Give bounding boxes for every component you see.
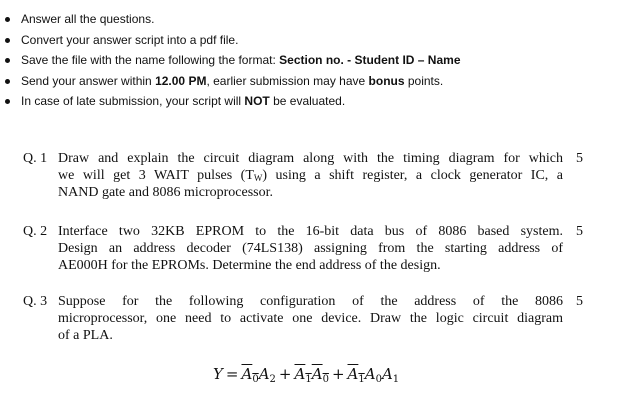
equation-subscript: 1: [392, 374, 400, 385]
bullet-icon: [5, 99, 10, 104]
question-marks: 5: [576, 294, 583, 309]
question-number: Q. 1: [23, 151, 48, 166]
question-line: NAND gate and 8086 microprocessor.: [58, 185, 274, 200]
question-line: [58, 167, 563, 184]
question-line: Draw and explain the circuit diagram along with the timing diagram for which: [58, 151, 563, 166]
question-text: [58, 293, 563, 344]
equation-var: A: [241, 365, 253, 383]
instruction-item: [0, 30, 619, 51]
question-number: Q. 2: [23, 224, 48, 239]
equation-lhs: Y: [213, 365, 223, 383]
instruction-item: [0, 50, 619, 71]
question-marks: 5: [576, 224, 583, 239]
instruction-item: [0, 71, 619, 92]
instruction-fragment: In case of late submission, your script will: [21, 94, 245, 108]
instruction-fragment: Save the file with the name following the format:: [21, 53, 280, 67]
instruction-fragment-bold: Section no. - Student ID – Name: [279, 53, 461, 67]
equation-subscript: 0: [375, 374, 382, 385]
equation-plus: +: [278, 365, 292, 383]
question-line: Suppose for the following configuration of the address of the 8086: [58, 294, 563, 309]
equation-subscript: 1: [305, 374, 312, 385]
question-line: of a PLA.: [58, 328, 113, 343]
question-text: [58, 150, 563, 201]
instruction-fragment: Send your answer within: [21, 73, 156, 88]
question-line-fragment: we will get 3 WAIT pulses (T: [58, 168, 254, 183]
question-number: Q. 3: [23, 294, 48, 309]
bullet-icon: [5, 38, 10, 43]
instruction-text: [21, 71, 443, 91]
equation-var: A: [364, 365, 376, 383]
instruction-fragment: Answer all the questions.: [21, 12, 155, 26]
instruction-fragment-bold: NOT: [244, 94, 270, 108]
equation-subscript: 1: [358, 374, 365, 385]
equation-equals: =: [225, 365, 239, 383]
question-marks: 5: [576, 151, 583, 166]
instruction-fragment: Convert your answer script into a pdf file.: [21, 32, 239, 47]
equation-subscript: 0: [252, 374, 259, 385]
instruction-text: [21, 30, 238, 50]
question-line: AE000H for the EPROMs. Determine the end address of the design.: [58, 258, 441, 273]
question-text: [58, 223, 563, 274]
question-line-fragment: ) using a shift register, a clock generator IC, a: [262, 168, 563, 183]
equation-subscript: 2: [269, 374, 276, 385]
equation-var: A: [258, 365, 270, 383]
bullet-icon: [5, 17, 10, 22]
equation-term: [295, 365, 329, 383]
instruction-fragment: be evaluated.: [269, 94, 346, 108]
bullet-icon: [5, 79, 10, 84]
equation-var: A: [311, 365, 323, 383]
instruction-fragment-bold: bonus: [368, 73, 405, 88]
instruction-fragment: , earlier submission may have: [206, 73, 369, 88]
question-line: microprocessor, one need to activate one device. Draw the logic circuit diagram: [58, 311, 563, 326]
instruction-text: [21, 50, 461, 70]
wait-subscript: W: [253, 173, 263, 183]
equation-plus: +: [331, 365, 345, 383]
question-line: Interface two 32KB EPROM to the 16-bit data bus of 8086 based system.: [58, 224, 563, 239]
question-line: Design an address decoder (74LS138) assigning from the starting address of: [58, 241, 563, 256]
equation-term: [241, 365, 258, 383]
equation-term: [348, 365, 365, 383]
instruction-text: [21, 9, 154, 29]
equation-var: A: [347, 365, 359, 383]
instructions-list: [0, 9, 619, 112]
instruction-fragment-bold: 12.00 PM: [155, 73, 207, 88]
instruction-fragment: points.: [404, 73, 444, 88]
boolean-equation: [213, 365, 399, 385]
instruction-item: [0, 91, 619, 112]
instruction-item: [0, 9, 619, 30]
equation-var: A: [381, 365, 393, 383]
instruction-text: [21, 91, 345, 111]
bullet-icon: [5, 58, 10, 63]
equation-var: A: [294, 365, 306, 383]
equation-subscript: 0: [322, 374, 329, 385]
